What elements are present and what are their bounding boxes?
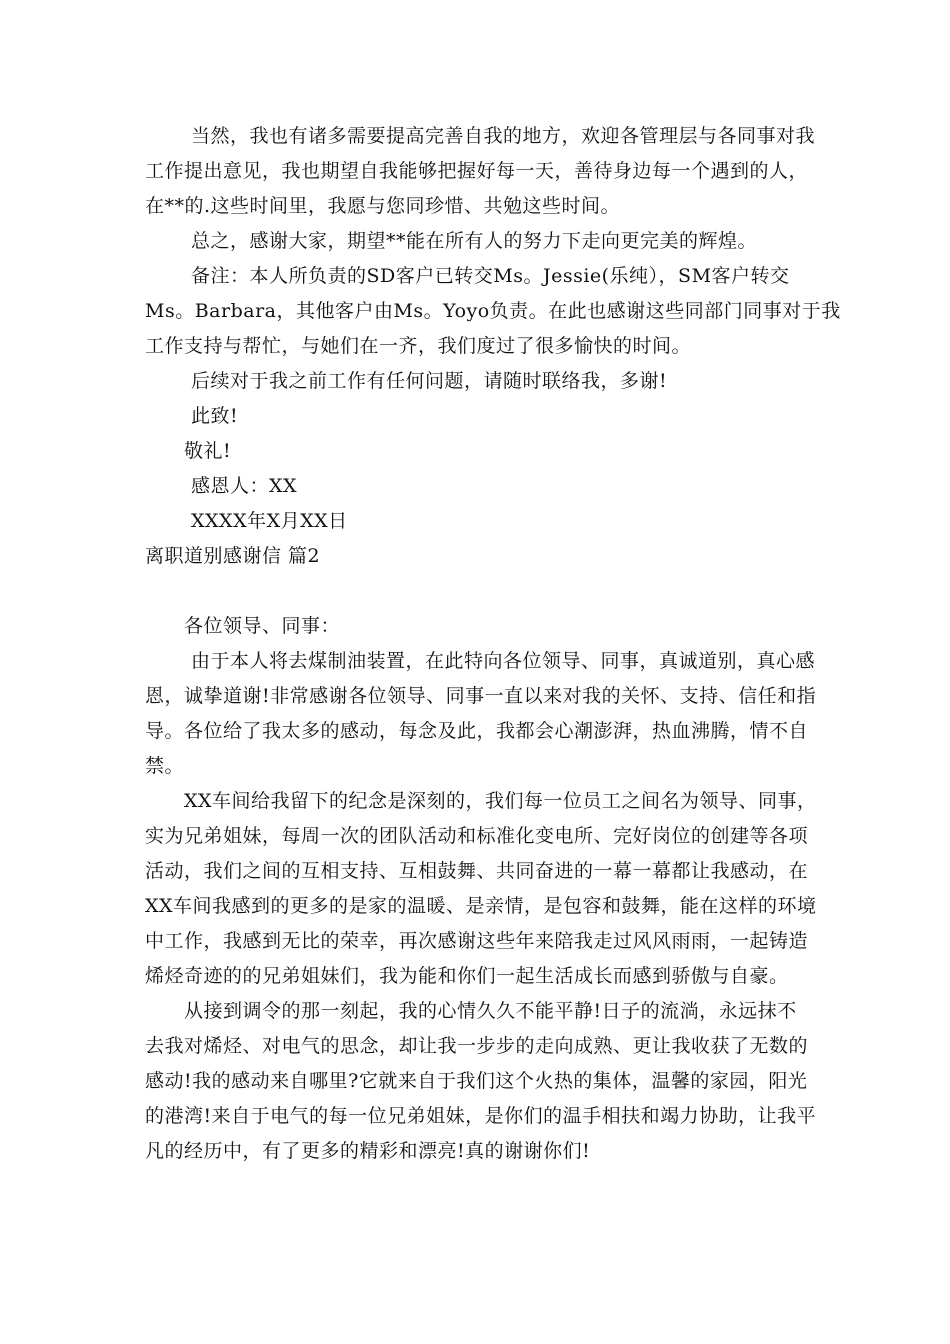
paragraph-line: 感动!我的感动来自哪里?它就来自于我们这个火热的集体，温馨的家园，阳光 <box>145 1070 808 1092</box>
paragraph-line: 去我对烯烃、对电气的思念，却让我一步步的走向成熟、更让我收获了无数的 <box>145 1035 809 1057</box>
paragraph-line: 导。各位给了我太多的感动，每念及此，我都会心潮澎湃，热血沸腾，情不自 <box>145 720 809 742</box>
paragraph-line: XX车间给我留下的纪念是深刻的，我们每一位员工之间名为领导、同事， <box>184 790 817 812</box>
paragraph-line: 烯烃奇迹的的兄弟姐妹们，我为能和你们一起生活成长而感到骄傲与自豪。 <box>145 965 789 987</box>
salutation: 各位领导、同事： <box>184 615 341 637</box>
paragraph-line: 中工作，我感到无比的荣幸，再次感谢这些年来陪我走过风风雨雨，一起铸造 <box>145 930 809 952</box>
section-title: 离职道别感谢信 篇2 <box>145 545 321 567</box>
paragraph-line: 凡的经历中，有了更多的精彩和漂亮!真的谢谢你们! <box>145 1140 591 1162</box>
paragraph-line: 由于本人将去煤制油装置，在此特向各位领导、同事，真诚道别，真心感 <box>191 650 816 672</box>
date-line: XXXX年X月XX日 <box>191 510 348 532</box>
paragraph-line: 工作支持与帮忙，与她们在一齐，我们度过了很多愉快的时间。 <box>145 335 692 357</box>
paragraph-line: 从接到调令的那一刻起，我的心情久久不能平静!日子的流淌，永远抹不 <box>184 1000 797 1022</box>
paragraph-line: 恩，诚挚道谢!非常感谢各位领导、同事一直以来对我的关怀、支持、信任和指 <box>145 685 817 707</box>
closing-line: 敬礼! <box>184 440 232 462</box>
paragraph-line: 实为兄弟姐妹，每周一次的团队活动和标准化变电所、完好岗位的创建等各项 <box>145 825 809 847</box>
paragraph-line: 禁。 <box>145 755 185 777</box>
closing-line: 此致! <box>191 405 239 427</box>
paragraph-line: 的港湾!来自于电气的每一位兄弟姐妹，是你们的温手相扶和竭力协助，让我平 <box>145 1105 817 1127</box>
paragraph-line: 在**的.这些时间里，我愿与您同珍惜、共勉这些时间。 <box>145 195 621 217</box>
paragraph-line: 备注：本人所负责的SD客户已转交Ms。Jessie(乐纯），SM客户转交 <box>191 265 790 287</box>
signature-line: 感恩人：XX <box>191 475 298 497</box>
paragraph-line: Ms。Barbara，其他客户由Ms。Yoyo负责。在此也感谢这些同部门同事对于我 <box>145 300 841 322</box>
paragraph-line: 当然，我也有诸多需要提高完善自我的地方，欢迎各管理层与各同事对我 <box>191 125 816 147</box>
paragraph-line: XX车间我感到的更多的是家的温暖、是亲情，是包容和鼓舞，能在这样的环境 <box>145 895 817 917</box>
paragraph-line: 后续对于我之前工作有任何问题，请随时联络我，多谢! <box>191 370 668 392</box>
paragraph-line: 工作提出意见，我也期望自我能够把握好每一天，善待身边每一个遇到的人， <box>145 160 809 182</box>
paragraph-line: 总之，感谢大家，期望**能在所有人的努力下走向更完美的辉煌。 <box>191 230 758 252</box>
paragraph-line: 活动，我们之间的互相支持、互相鼓舞、共同奋进的一幕一幕都让我感动，在 <box>145 860 809 882</box>
